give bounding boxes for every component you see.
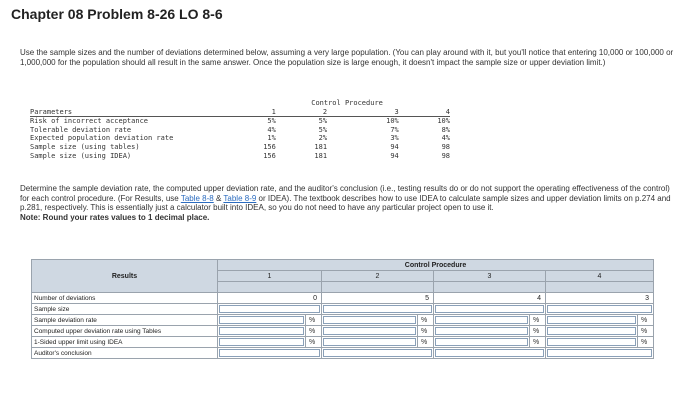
params-cell: 94 xyxy=(390,151,399,160)
sample-size-input[interactable] xyxy=(546,304,654,315)
percent-sign: % xyxy=(638,337,654,348)
instructions-text: & xyxy=(213,193,224,203)
params-col-4: 4 xyxy=(399,108,450,117)
row-label-computed-upper-deviation-rate: Computed upper deviation rate using Tables xyxy=(32,326,218,337)
sample-deviation-rate-input[interactable] xyxy=(546,315,638,326)
results-table xyxy=(31,259,654,359)
row-label-auditors-conclusion: Auditor's conclusion xyxy=(32,348,218,359)
params-cell: 181 xyxy=(314,142,328,151)
percent-sign: % xyxy=(638,326,654,337)
table-8-8-link[interactable]: Table 8-8 xyxy=(180,193,214,203)
percent-sign: % xyxy=(418,337,434,348)
params-cell: 98 xyxy=(441,151,450,160)
percent-sign: % xyxy=(530,315,546,326)
params-header-label: Parameters xyxy=(30,107,73,116)
deviations-value: 5 xyxy=(322,293,434,304)
upper-limit-idea-input[interactable] xyxy=(322,337,418,348)
percent-sign: % xyxy=(306,315,322,326)
params-row-label: Sample size (using IDEA) xyxy=(30,151,132,160)
results-header: Results xyxy=(32,260,218,293)
params-cell: 98 xyxy=(441,142,450,151)
params-row-label: Tolerable deviation rate xyxy=(30,125,132,134)
rounding-note: Note: Round your rates values to 1 decimal place. xyxy=(20,212,210,222)
params-cell: 94 xyxy=(390,142,399,151)
auditors-conclusion-select[interactable] xyxy=(218,348,322,359)
upper-deviation-rate-input[interactable] xyxy=(434,326,530,337)
params-cell: 156 xyxy=(263,142,276,151)
instructions-paragraph xyxy=(20,184,680,222)
row-label-sample-size: Sample size xyxy=(32,304,218,315)
page-title: Chapter 08 Problem 8-26 LO 8-6 xyxy=(11,6,223,22)
table-8-9-link[interactable]: Table 8-9 xyxy=(223,193,257,203)
params-col-2: 2 xyxy=(276,108,327,117)
params-cell: 4% xyxy=(441,134,450,143)
results-col-3: 3 xyxy=(434,271,546,282)
params-cell: 181 xyxy=(314,151,328,160)
upper-limit-idea-input[interactable] xyxy=(546,337,638,348)
row-label-sample-deviation-rate: Sample deviation rate xyxy=(32,315,218,326)
params-cell: 2% xyxy=(318,134,328,143)
params-row-label: Risk of incorrect acceptance xyxy=(30,117,204,126)
deviations-value: 4 xyxy=(434,293,546,304)
percent-sign: % xyxy=(530,337,546,348)
sample-size-input[interactable] xyxy=(434,304,546,315)
percent-sign: % xyxy=(418,326,434,337)
params-cell: 5% xyxy=(204,117,276,126)
percent-sign: % xyxy=(638,315,654,326)
upper-limit-idea-input[interactable] xyxy=(218,337,306,348)
upper-deviation-rate-input[interactable] xyxy=(322,326,418,337)
params-cell: 5% xyxy=(276,117,327,126)
instructions-text: or IDEA). The textbook describes how to use IDEA to calculate sample sizes and upper deviation limits on p.274 and p.281, respectively. This is essentially just a calculator built into IDEA, so you do not need to have any particular project open to use it. xyxy=(20,193,671,213)
params-cell: 3% xyxy=(390,134,399,143)
instructions-text: Determine the sample deviation rate, the computed upper deviation rate, and the auditor's conclusion (i.e., testing results do or do not support the operating effectiveness of the control) for each control procedure. (For Results, use xyxy=(20,184,670,203)
auditors-conclusion-select[interactable] xyxy=(434,348,546,359)
params-cell: 156 xyxy=(263,151,276,160)
params-cell: 7% xyxy=(390,125,399,134)
row-label-upper-limit-idea: 1-Sided upper limit using IDEA xyxy=(32,337,218,348)
params-cell: 1% xyxy=(267,134,276,143)
params-cell: 4% xyxy=(267,125,276,134)
params-row-label: Expected population deviation rate xyxy=(30,134,174,143)
sample-deviation-rate-input[interactable] xyxy=(434,315,530,326)
params-row-label: Sample size (using tables) xyxy=(30,142,140,151)
sample-deviation-rate-input[interactable] xyxy=(322,315,418,326)
auditors-conclusion-select[interactable] xyxy=(322,348,434,359)
params-group-header: Control Procedure xyxy=(311,99,383,107)
deviations-value: 0 xyxy=(218,293,322,304)
row-label-number-of-deviations: Number of deviations xyxy=(32,293,218,304)
results-group-header: Control Procedure xyxy=(218,260,654,271)
parameters-table xyxy=(30,99,450,160)
params-cell: 8% xyxy=(441,125,450,134)
percent-sign: % xyxy=(530,326,546,337)
auditors-conclusion-select[interactable] xyxy=(546,348,654,359)
percent-sign: % xyxy=(418,315,434,326)
params-col-1: 1 xyxy=(204,108,276,117)
params-cell: 10% xyxy=(399,117,450,126)
upper-deviation-rate-input[interactable] xyxy=(218,326,306,337)
params-cell: 10% xyxy=(327,117,399,126)
results-col-4: 4 xyxy=(546,271,654,282)
sample-size-input[interactable] xyxy=(322,304,434,315)
upper-limit-idea-input[interactable] xyxy=(434,337,530,348)
results-col-2: 2 xyxy=(322,271,434,282)
sample-deviation-rate-input[interactable] xyxy=(218,315,306,326)
upper-deviation-rate-input[interactable] xyxy=(546,326,638,337)
results-col-1: 1 xyxy=(218,271,322,282)
deviations-value: 3 xyxy=(546,293,654,304)
params-col-3: 3 xyxy=(327,108,399,117)
params-cell: 5% xyxy=(318,125,328,134)
percent-sign: % xyxy=(306,337,322,348)
intro-paragraph: Use the sample sizes and the number of deviations determined below, assuming a very large population. (You can play around with it, but you'll notice that entering 10,000 or 100,000 or 1,000,000 for the population should all result in the same answer. Once the population size is large enough, it doesn't impact the sample size or upper deviation limit.) xyxy=(20,48,674,67)
percent-sign: % xyxy=(306,326,322,337)
sample-size-input[interactable] xyxy=(218,304,322,315)
